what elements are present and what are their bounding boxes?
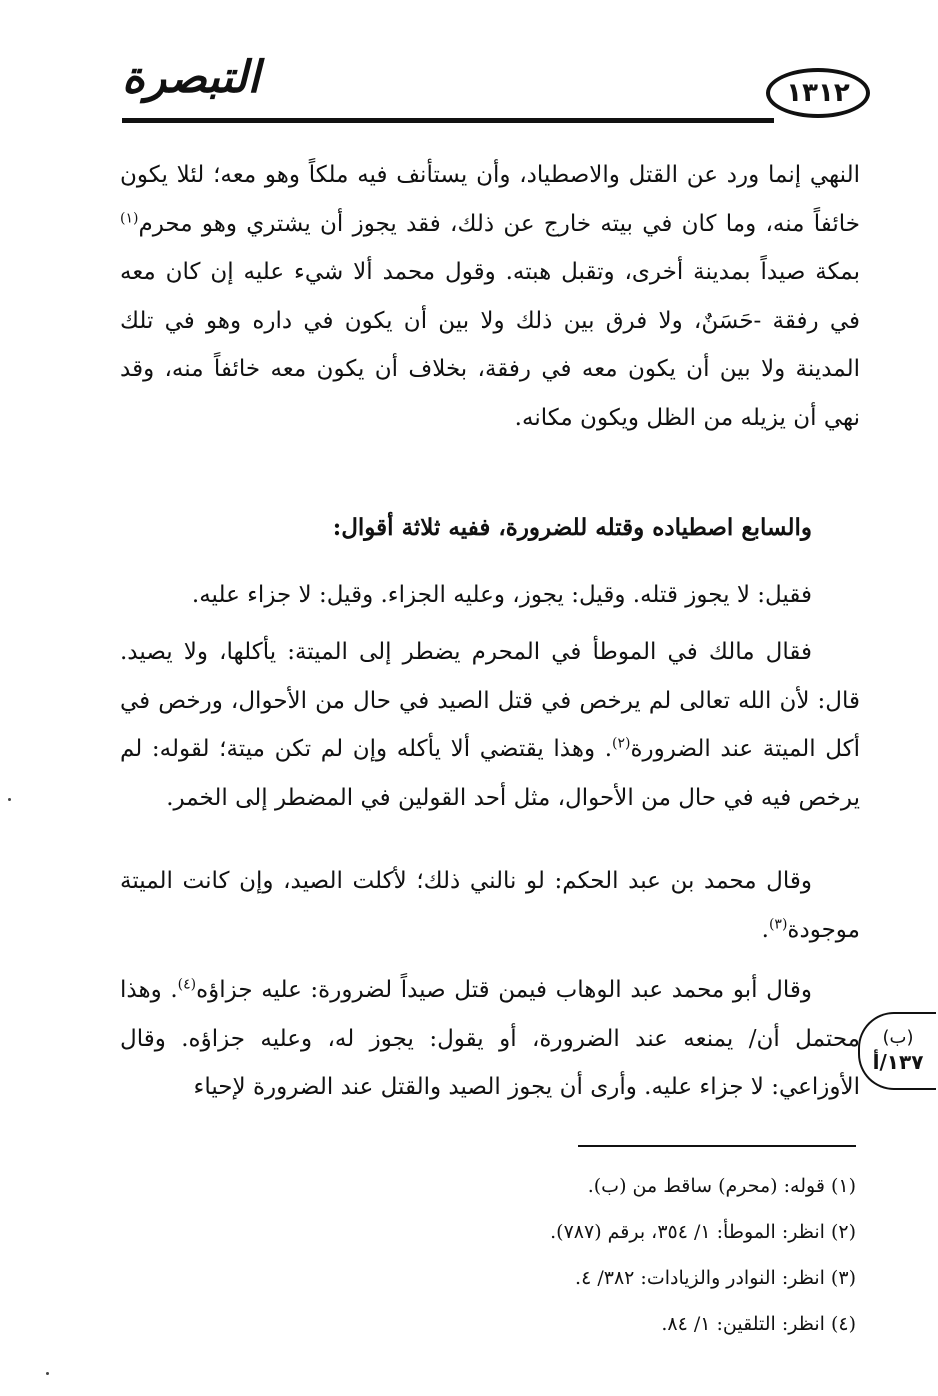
paragraph-5 [120, 966, 860, 1112]
footnote-4: (٤) انظر: التلقين: ١/ ٨٤. [661, 1313, 856, 1335]
footnote-3: (٣) انظر: النوادر والزيادات: ٣٨٢/ ٤. [575, 1267, 856, 1289]
page-header [118, 50, 870, 128]
footnote-2: (٢) انظر: الموطأ: ١/ ٣٥٤، برقم (٧٨٧). [550, 1221, 856, 1243]
book-title: التبصرة [122, 52, 260, 103]
footnote-ref-1: (١) [120, 209, 139, 226]
paragraph-1 [120, 151, 860, 442]
header-rule [122, 118, 774, 123]
paragraph-3 [120, 628, 860, 822]
paragraph-4 [120, 857, 860, 954]
page-number: ١٣١٢ [786, 78, 850, 108]
paragraph-2 [120, 571, 812, 620]
paragraph-5-rest: . وهذا محتمل أن/ يمنعه عند الضرورة، أو يقول: يجوز له، وعليه جزاؤه. وقال الأوزاعي: لا جزاء عليه. وأرى أن يجوز الصيد والقتل عند الضرورة لإحياء [120, 977, 860, 1100]
paragraph-4-text: وقال محمد بن عبد الحكم: لو نالني ذلك؛ لأكلت الصيد، وإن كانت الميتة موجودة [120, 868, 860, 943]
margin-note-letter: (ب) [882, 1027, 914, 1048]
margin-note-folio: ١٣٧/أ [872, 1050, 924, 1074]
paragraph-1-rest: بمكة صيداً بمدينة أخرى، وتقبل هبته. وقول محمد ألا شيء عليه إن كان معه في رفقة -حَسَنٌ، ولا فرق بين ذلك ولا بين أن يكون في داره وهو في تلك المدينة ولا بين أن يكون معه في رفقة، بخلاف أن يكون معه خائفاً منه، وقد نهي أن يزيله من الظل ويكون مكانه. [120, 259, 860, 431]
paragraph-4-rest: . [761, 916, 769, 943]
footnote-ref-4: (٤) [177, 976, 197, 993]
paragraph-2-text: فقيل: لا يجوز قتله. وقيل: يجوز، وعليه الجزاء. وقيل: لا جزاء عليه. [191, 582, 812, 608]
manuscript-margin-note [858, 1012, 936, 1090]
scan-speck [8, 798, 11, 801]
footnote-1: (١) قوله: (محرم) ساقط من (ب). [587, 1175, 856, 1197]
paragraph-3-rest: . وهذا يقتضي ألا يأكله وإن لم تكن ميتة؛ لقوله: لم يرخص فيه في حال من الأحوال، مثل أحد القولين في المضطر إلى الخمر. [120, 736, 860, 811]
page-number-badge [766, 68, 870, 118]
footnote-ref-3: (٣) [768, 915, 788, 932]
paragraph-3-text: فقال مالك في الموطأ في المحرم يضطر إلى الميتة: يأكلها، ولا يصيد. قال: لأن الله تعالى لم يرخص في قتل الصيد في حال من الأحوال، ورخص في أكل الميتة عند الضرورة [120, 639, 861, 762]
footnote-ref-2: (٢) [612, 735, 631, 752]
scan-speck [46, 1372, 49, 1375]
paragraph-1-text: النهي إنما ورد عن القتل والاصطياد، وأن يستأنف فيه ملكاً وهو معه؛ لئلا يكون خائفاً منه، وما كان في بيته خارج عن ذلك، فقد يجوز أن يشتري وهو محرم [120, 162, 860, 237]
section-heading: والسابع اصطياده وقتله للضرورة، ففيه ثلاثة أقوال: [332, 514, 812, 541]
footnotes-list [120, 1163, 856, 1347]
paragraph-5-text: وقال أبو محمد عبد الوهاب فيمن قتل صيداً لضرورة: عليه جزاؤه [196, 977, 812, 1003]
footnote-separator [578, 1145, 856, 1147]
